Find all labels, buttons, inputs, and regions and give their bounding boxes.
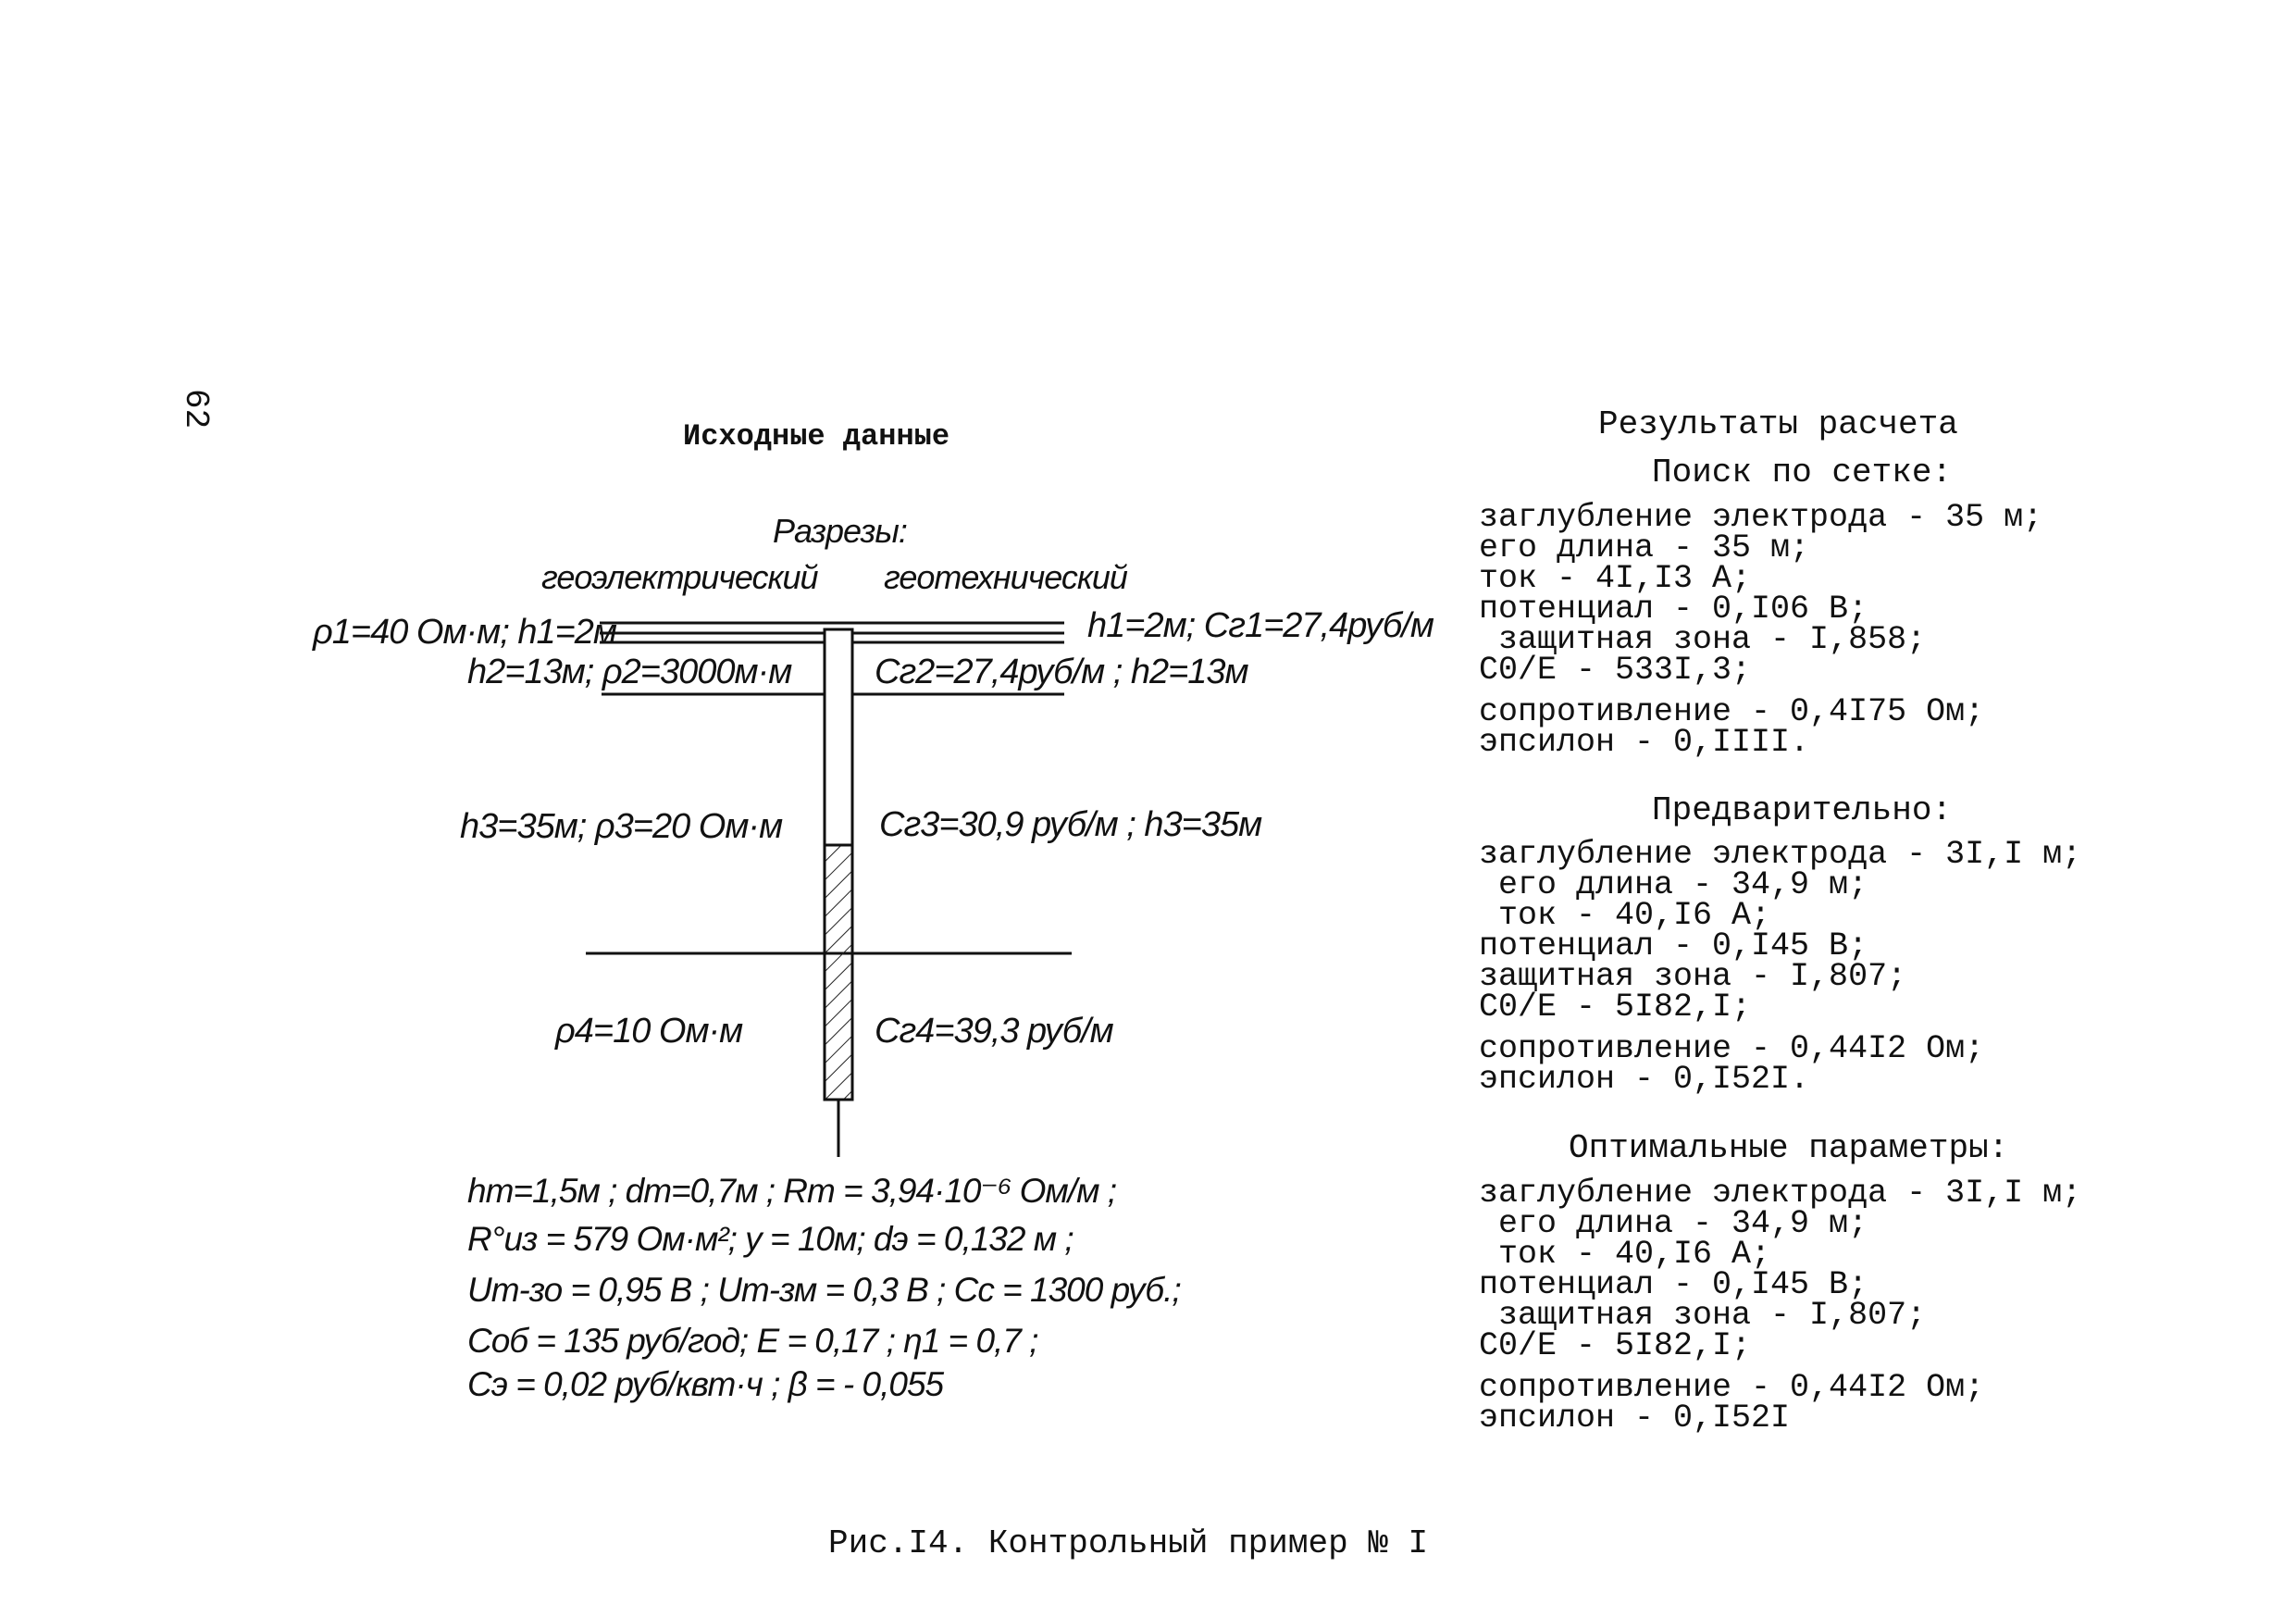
result-line: потенциал - 0,I06 В; <box>1479 591 1868 628</box>
section-optimal-title: Оптимальные параметры: <box>1569 1129 2009 1167</box>
electrode-body <box>825 845 852 1100</box>
result-line: эпсилон - 0,I52I <box>1479 1399 1791 1437</box>
result-line: ток - 40,I6 А; <box>1479 897 1771 934</box>
result-line: защитная зона - I,807; <box>1479 1297 1927 1334</box>
layer1-left-label: ρ1=40 Ом·м; h1=2м <box>313 613 616 652</box>
layer3-left-label: h3=35м; ρ3=20 Ом·м <box>460 807 783 846</box>
layer1-right-label: h1=2м; Cг1=27,4руб/м <box>1087 606 1433 645</box>
result-line: потенциал - 0,I45 В; <box>1479 927 1868 964</box>
result-line: сопротивление - 0,44I2 Ом; <box>1479 1030 1985 1067</box>
param-line-2: R°из = 579 Ом·м²; y = 10м; dэ = 0,132 м ; <box>467 1220 1074 1258</box>
section-grid-search-title: Поиск по сетке: <box>1652 454 1953 491</box>
result-line: C0/E - 533I,3; <box>1479 652 1752 689</box>
param-line-3: Uт-зо = 0,95 В ; Uт-зм = 0,3 В ; Cc = 1300 руб.; <box>467 1271 1181 1309</box>
layer4-left-label: ρ4=10 Ом·м <box>555 1012 743 1051</box>
result-line: заглубление электрода - 3I,I м; <box>1479 836 2082 873</box>
result-line: эпсилон - 0,I52I. <box>1479 1061 1810 1098</box>
result-line: C0/E - 5I82,I; <box>1479 1327 1752 1364</box>
geotechnical-label: геотехнический <box>884 558 1127 596</box>
section-optimal <box>1479 1175 2082 1437</box>
layer2-left-label: h2=13м; ρ2=3000м·м <box>467 653 792 691</box>
result-line: защитная зона - I,807; <box>1479 958 1907 995</box>
result-line: C0/E - 5I82,I; <box>1479 989 1752 1026</box>
source-data-title: Исходные данные <box>683 419 950 454</box>
result-line: его длина - 34,9 м; <box>1479 1205 1868 1242</box>
electrode-casing <box>825 629 852 845</box>
result-line: его длина - 34,9 м; <box>1479 866 1868 903</box>
page-number: 62 <box>177 389 215 429</box>
param-line-1: hт=1,5м ; dт=0,7м ; Rт = 3,94·10⁻⁶ Ом/м ; <box>467 1172 1117 1210</box>
result-line: сопротивление - 0,4I75 Ом; <box>1479 693 1985 730</box>
result-line: защитная зона - I,858; <box>1479 621 1927 658</box>
result-line: ток - 4I,I3 А; <box>1479 560 1752 597</box>
section-preliminary <box>1479 836 2082 1098</box>
layer2-right-label: Cг2=27,4руб/м ; h2=13м <box>875 653 1248 691</box>
result-line: его длина - 35 м; <box>1479 529 1810 566</box>
figure-caption: Рис.I4. Контрольный пример № I <box>828 1524 1429 1562</box>
param-line-4: Cоб = 135 руб/год; E = 0,17 ; η1 = 0,7 ; <box>467 1322 1038 1360</box>
section-preliminary-title: Предварительно: <box>1652 791 1953 829</box>
results-title: Результаты расчета <box>1598 405 1958 443</box>
sections-label: Разрезы: <box>773 512 907 550</box>
layer3-right-label: Cг3=30,9 руб/м ; h3=35м <box>879 805 1262 844</box>
section-grid-search <box>1479 499 2043 761</box>
param-line-5: Cэ = 0,02 руб/квт·ч ; β = - 0,055 <box>467 1365 944 1403</box>
result-line: эпсилон - 0,IIII. <box>1479 724 1810 761</box>
result-line: потенциал - 0,I45 В; <box>1479 1266 1868 1303</box>
geoelectric-label: геоэлектрический <box>541 558 818 596</box>
result-line: заглубление электрода - 3I,I м; <box>1479 1175 2082 1212</box>
layer4-right-label: Cг4=39,3 руб/м <box>875 1012 1113 1051</box>
result-line: ток - 40,I6 А; <box>1479 1236 1771 1273</box>
result-line: сопротивление - 0,44I2 Ом; <box>1479 1369 1985 1406</box>
result-line: заглубление электрода - 35 м; <box>1479 499 2043 536</box>
